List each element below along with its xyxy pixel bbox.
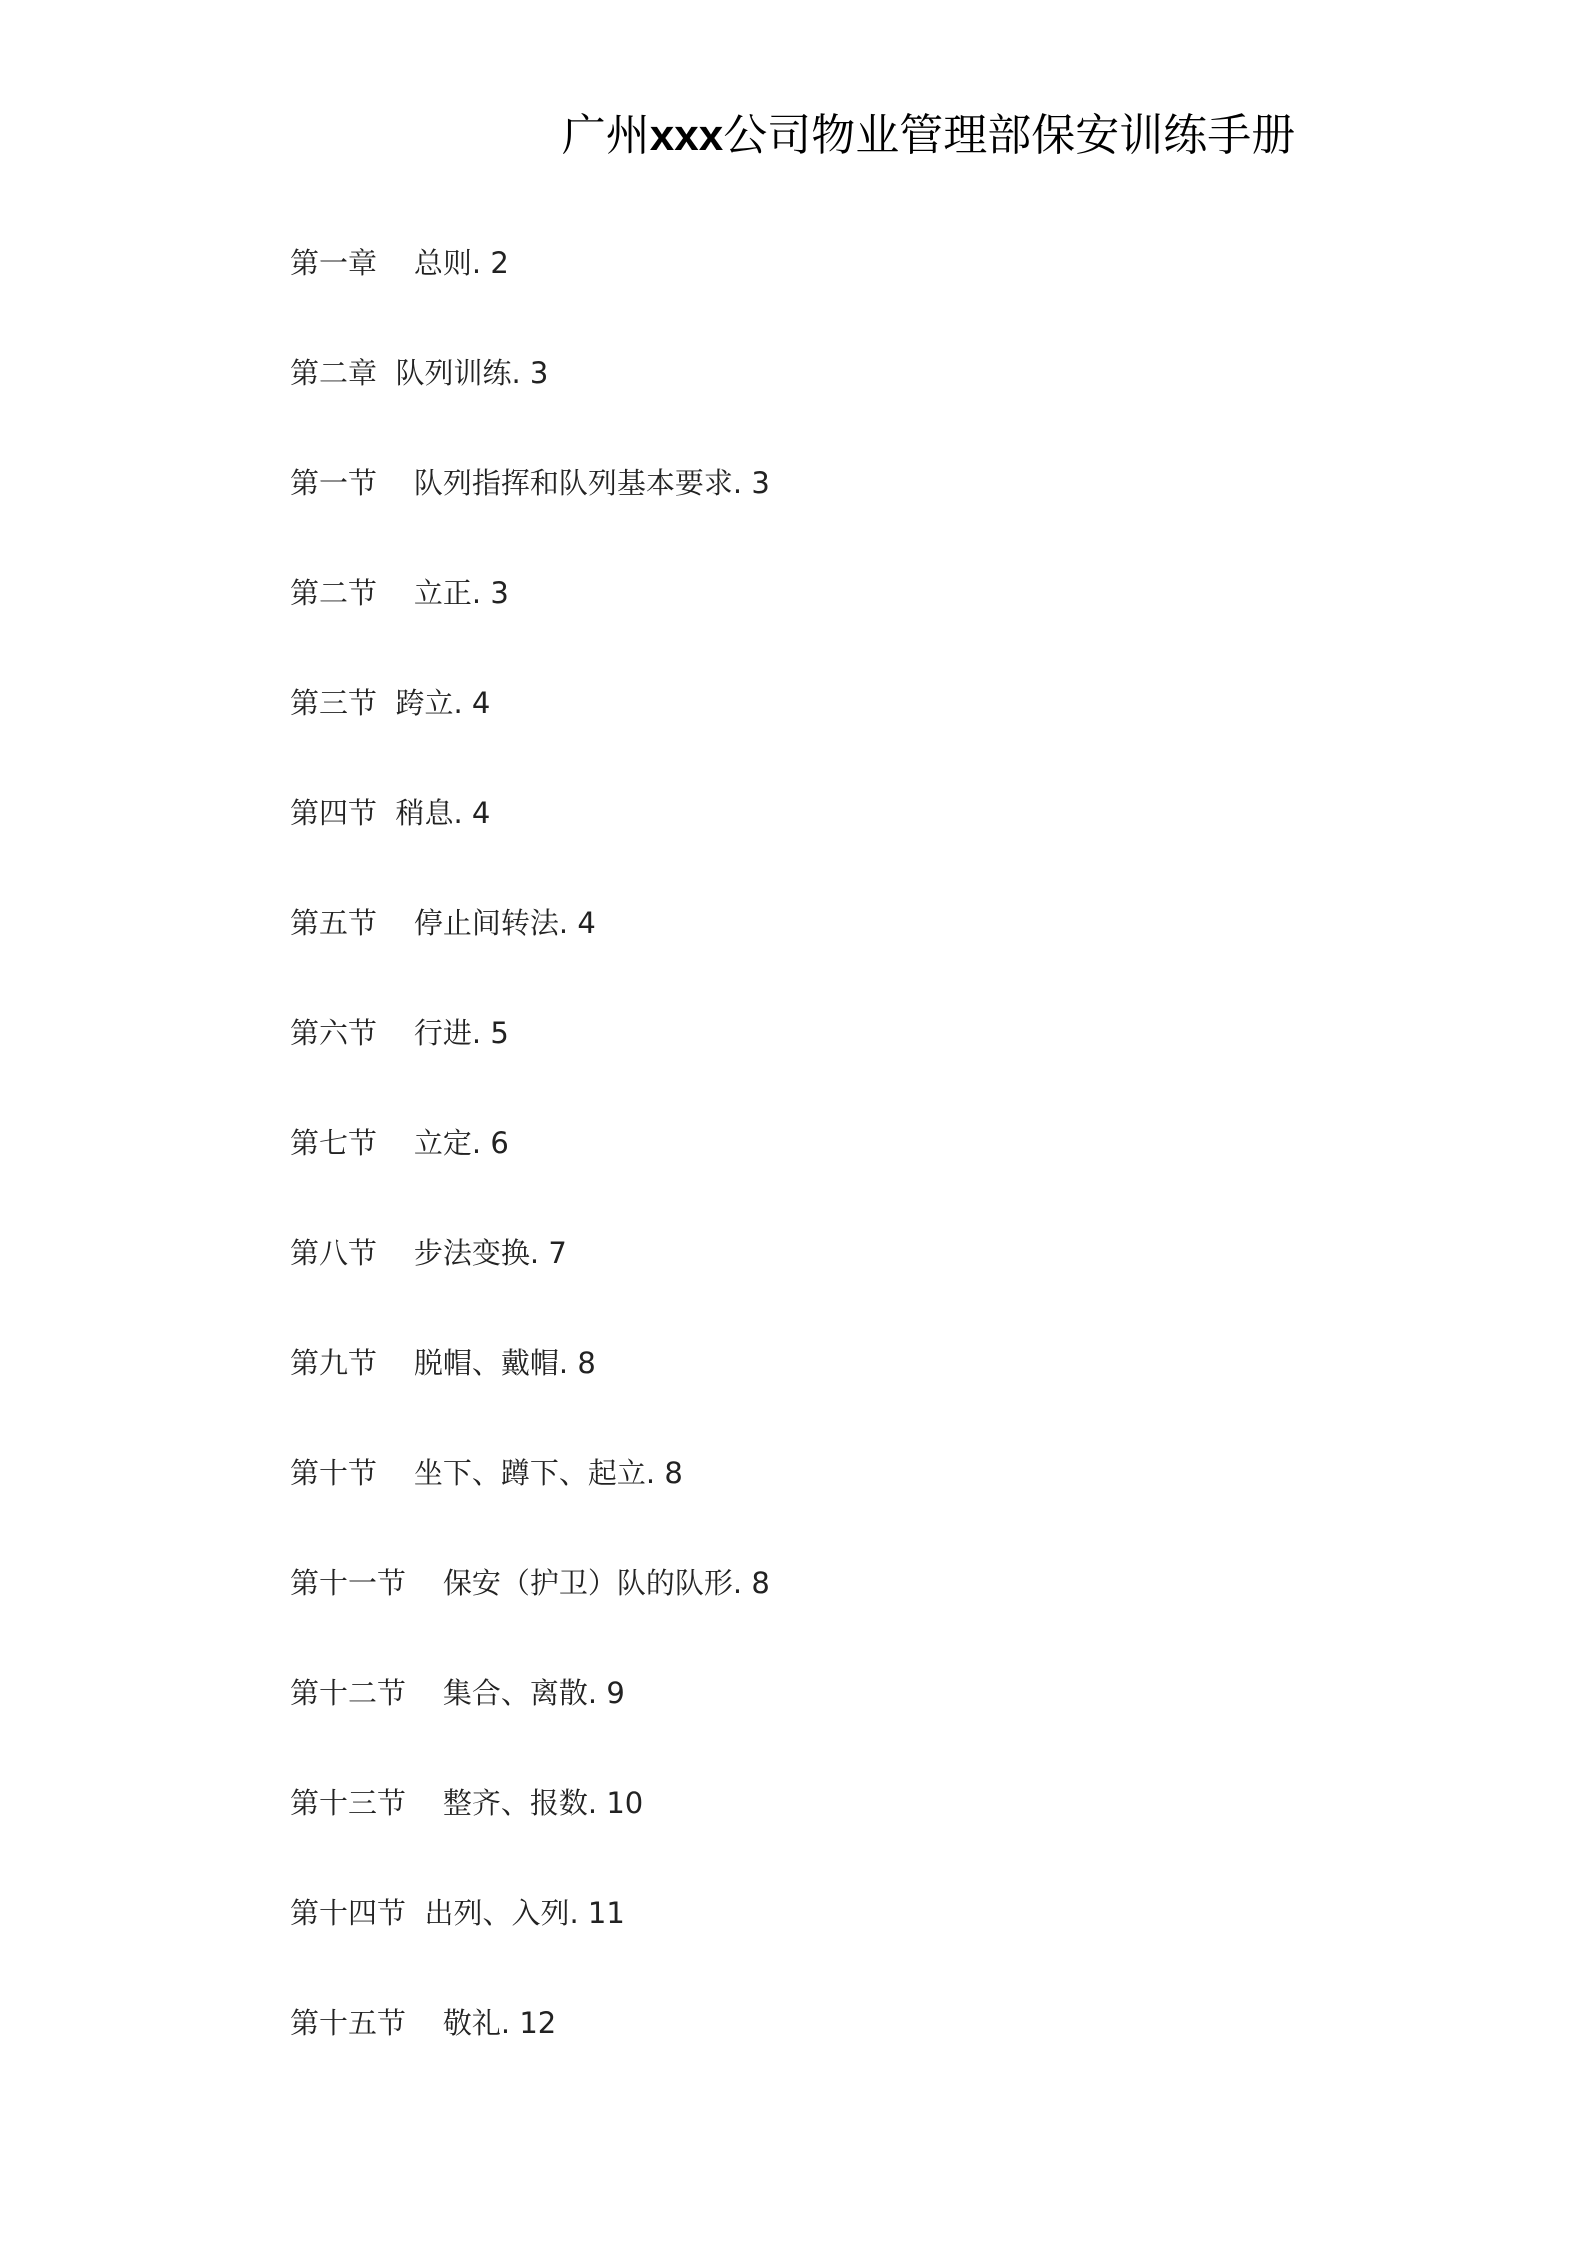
title-suffix: 公司物业管理部保安训练手册 — [723, 110, 1296, 161]
toc-entry-11[interactable] — [290, 1338, 1390, 1448]
toc-section-number: 第六节 — [290, 1016, 378, 1050]
toc-gap — [377, 1456, 414, 1490]
toc-gap — [377, 686, 395, 720]
toc-entry-4[interactable] — [290, 568, 1390, 678]
toc-entry-13[interactable] — [290, 1558, 1390, 1668]
toc-gap — [377, 466, 414, 500]
toc-entry-label: 保安（护卫）队的队形 — [442, 1566, 733, 1600]
toc-page-number: . 8 — [732, 1566, 770, 1600]
toc-section-number: 第十三节 — [290, 1786, 407, 1820]
toc-page-number: . 4 — [558, 906, 596, 940]
toc-gap — [377, 1236, 414, 1270]
toc-entry-2[interactable] — [290, 348, 1390, 458]
toc-entry-8[interactable] — [290, 1008, 1390, 1118]
toc-entry-9[interactable] — [290, 1118, 1390, 1228]
toc-section-number: 第十四节 — [290, 1896, 407, 1930]
toc-page-number: . 3 — [732, 466, 770, 500]
title-prefix: 广州 — [561, 110, 650, 161]
toc-entry-1[interactable] — [290, 238, 1390, 348]
toc-section-number: 第七节 — [290, 1126, 378, 1160]
toc-chapter-number: 第一章 — [290, 246, 378, 280]
toc-entry-label: 停止间转法 — [413, 906, 559, 940]
toc-entry-label: 步法变换 — [413, 1236, 530, 1270]
toc-entry-label: 集合、离散 — [442, 1676, 588, 1710]
toc-page-number: . 8 — [645, 1456, 683, 1490]
toc-gap — [377, 1126, 414, 1160]
toc-section-number: 第十五节 — [290, 2006, 407, 2040]
toc-gap — [377, 796, 395, 830]
toc-entry-7[interactable] — [290, 898, 1390, 1008]
toc-gap — [406, 1566, 443, 1600]
toc-entry-15[interactable] — [290, 1778, 1390, 1888]
toc-entry-label: 稍息 — [395, 796, 454, 830]
toc-page-number: . 12 — [500, 2006, 557, 2040]
toc-entry-14[interactable] — [290, 1668, 1390, 1778]
toc-gap — [377, 906, 414, 940]
toc-entry-label: 敬礼 — [442, 2006, 501, 2040]
toc-gap — [377, 576, 414, 610]
toc-entry-label: 出列、入列 — [424, 1896, 570, 1930]
toc-entry-label: 脱帽、戴帽 — [413, 1346, 559, 1380]
toc-gap — [377, 356, 395, 390]
toc-entry-16[interactable] — [290, 1888, 1390, 1998]
toc-section-number: 第五节 — [290, 906, 378, 940]
toc-section-number: 第十二节 — [290, 1676, 407, 1710]
toc-entry-label: 队列指挥和队列基本要求 — [413, 466, 733, 500]
toc-gap — [377, 1016, 414, 1050]
toc-chapter-number: 第二章 — [290, 356, 378, 390]
toc-section-number: 第三节 — [290, 686, 378, 720]
toc-entry-label: 队列训练 — [395, 356, 512, 390]
toc-section-number: 第九节 — [290, 1346, 378, 1380]
toc-section-number: 第一节 — [290, 466, 378, 500]
toc-page-number: . 11 — [569, 1896, 625, 1930]
toc-gap — [406, 1786, 443, 1820]
document-title — [0, 108, 1587, 164]
title-company-placeholder: xxx — [649, 111, 724, 160]
toc-page-number: . 7 — [529, 1236, 567, 1270]
toc-page-number: . 6 — [471, 1126, 509, 1160]
toc-page-number: . 4 — [453, 796, 491, 830]
toc-entry-17[interactable] — [290, 1998, 1390, 2108]
toc-page-number: . 10 — [587, 1786, 644, 1820]
toc-page-number: . 3 — [471, 576, 509, 610]
table-of-contents — [290, 238, 1390, 2108]
toc-page-number: . 9 — [587, 1676, 625, 1710]
toc-entry-label: 整齐、报数 — [442, 1786, 588, 1820]
toc-gap — [377, 246, 414, 280]
toc-section-number: 第十一节 — [290, 1566, 407, 1600]
toc-page-number: . 8 — [558, 1346, 596, 1380]
toc-section-number: 第十节 — [290, 1456, 378, 1490]
toc-section-number: 第二节 — [290, 576, 378, 610]
toc-section-number: 第四节 — [290, 796, 378, 830]
toc-section-number: 第八节 — [290, 1236, 378, 1270]
toc-entry-label: 行进 — [413, 1016, 472, 1050]
toc-gap — [406, 1676, 443, 1710]
toc-entry-label: 立正 — [413, 576, 472, 610]
toc-entry-6[interactable] — [290, 788, 1390, 898]
toc-page-number: . 4 — [453, 686, 491, 720]
toc-page-number: . 5 — [471, 1016, 509, 1050]
toc-gap — [377, 1346, 414, 1380]
toc-gap — [406, 1896, 424, 1930]
toc-entry-label: 总则 — [413, 246, 472, 280]
toc-entry-label: 跨立 — [395, 686, 454, 720]
toc-entry-10[interactable] — [290, 1228, 1390, 1338]
toc-entry-5[interactable] — [290, 678, 1390, 788]
toc-gap — [406, 2006, 443, 2040]
toc-page-number: . 3 — [511, 356, 549, 390]
toc-page-number: . 2 — [471, 246, 509, 280]
toc-entry-label: 坐下、蹲下、起立 — [413, 1456, 646, 1490]
toc-entry-label: 立定 — [413, 1126, 472, 1160]
toc-entry-3[interactable] — [290, 458, 1390, 568]
toc-entry-12[interactable] — [290, 1448, 1390, 1558]
